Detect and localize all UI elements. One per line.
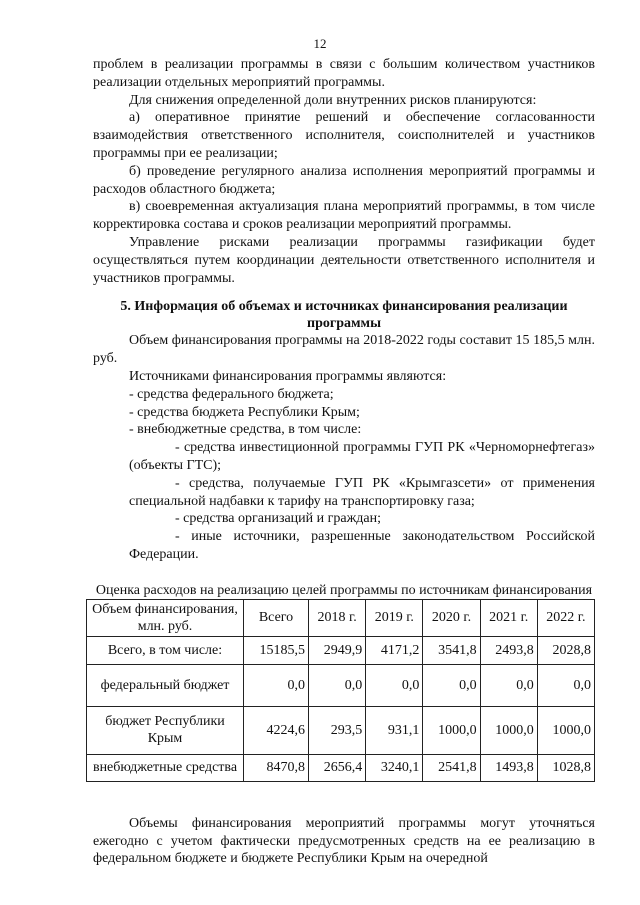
table-cell: 1493,8 xyxy=(480,754,537,781)
table-cell: 1000,0 xyxy=(537,706,594,754)
table-header-cell: 2019 г. xyxy=(366,599,423,636)
table-row xyxy=(87,754,595,781)
table-caption: Оценка расходов на реализацию целей программы по источникам финансирования xyxy=(95,582,593,598)
table-cell: 0,0 xyxy=(309,664,366,706)
table-header-cell: 2018 г. xyxy=(309,599,366,636)
paragraph-measure-a: а) оперативное принятие решений и обеспечение согласованности взаимодействия ответственного исполнителя, соисполнителей и участников программы при ее реализации; xyxy=(93,110,595,161)
table-row xyxy=(87,706,595,754)
table-header-cell: 2020 г. xyxy=(423,599,480,636)
list-item-sub-source: - иные источники, разрешенные законодательством Российской Федерации. xyxy=(129,529,595,562)
table-cell-label: внебюджетные средства xyxy=(87,754,244,781)
table-row xyxy=(87,636,595,664)
table-cell-label: федеральный бюджет xyxy=(87,664,244,706)
financing-table xyxy=(86,599,595,782)
list-item-sub-source: - средства, получаемые ГУП РК «Крымгазсети» от применения специальной надбавки к тарифу на транспортировку газа; xyxy=(129,475,595,509)
table-cell: 0,0 xyxy=(480,664,537,706)
paragraph-financing-volume: Объем финансирования программы на 2018-2022 годы составит 15 185,5 млн. руб. xyxy=(93,333,595,367)
paragraph-risks-continuation: проблем в реализации программы в связи с большим количеством участников реализации отдельных мероприятий программы. xyxy=(93,57,595,90)
table-cell: 1028,8 xyxy=(537,754,594,781)
table-cell: 3541,8 xyxy=(423,636,480,664)
table-cell: 931,1 xyxy=(366,706,423,754)
table-header-cell: 2021 г. xyxy=(480,599,537,636)
table-row xyxy=(87,664,595,706)
list-item-source: - средства бюджета Республики Крым; xyxy=(129,404,360,420)
table-cell: 8470,8 xyxy=(244,754,309,781)
table-cell: 0,0 xyxy=(537,664,594,706)
table-cell: 1000,0 xyxy=(423,706,480,754)
section-heading: 5. Информация об объемах и источниках финансирования реализации программы xyxy=(120,299,568,332)
table-cell: 2949,9 xyxy=(309,636,366,664)
table-cell: 0,0 xyxy=(423,664,480,706)
list-item-sub-source: - средства инвестиционной программы ГУП РК «Черноморнефтегаз» (объекты ГТС); xyxy=(129,440,595,473)
list-item-source: - внебюджетные средства, в том числе: xyxy=(129,422,362,438)
table-cell: 2028,8 xyxy=(537,636,594,664)
table-header-cell: Объем финансирования, млн. руб. xyxy=(87,599,244,636)
table-cell: 2541,8 xyxy=(423,754,480,781)
table-cell-label: бюджет Республики Крым xyxy=(87,706,244,754)
table-cell: 293,5 xyxy=(309,706,366,754)
paragraph-measure-c: в) своевременная актуализация плана мероприятий программы, в том числе корректировка состава и сроков реализации мероприятий программы. xyxy=(93,199,595,233)
list-item-source: - средства федерального бюджета; xyxy=(129,386,334,402)
paragraph-closing: Объемы финансирования мероприятий программы могут уточняться ежегодно с учетом фактически предусмотренных средств на ее реализацию в федеральном бюджете и бюджете Республики Крым на очередной xyxy=(93,815,595,867)
list-item-sub-source: - средства организаций и граждан; xyxy=(175,511,382,527)
table-cell: 2493,8 xyxy=(480,636,537,664)
table-cell: 0,0 xyxy=(244,664,309,706)
paragraph-internal-risks-intro: Для снижения определенной доли внутренних рисков планируются: xyxy=(129,92,537,108)
paragraph-sources-intro: Источниками финансирования программы являются: xyxy=(129,368,447,384)
document-body xyxy=(93,56,595,868)
table-cell: 15185,5 xyxy=(244,636,309,664)
table-header-cell: Всего xyxy=(244,599,309,636)
table-header-row xyxy=(87,599,595,636)
table-cell-label: Всего, в том числе: xyxy=(87,636,244,664)
table-cell: 4171,2 xyxy=(366,636,423,664)
table-cell: 1000,0 xyxy=(480,706,537,754)
table-header-cell: 2022 г. xyxy=(537,599,594,636)
paragraph-risk-management: Управление рисками реализации программы газификации будет осуществляться путем координации деятельности ответственного исполнителя и участников программы. xyxy=(93,234,595,286)
table-cell: 0,0 xyxy=(366,664,423,706)
paragraph-measure-b: б) проведение регулярного анализа исполнения мероприятий программы и расходов областного бюджета; xyxy=(93,163,595,197)
table-cell: 2656,4 xyxy=(309,754,366,781)
table-cell: 3240,1 xyxy=(366,754,423,781)
table-cell: 4224,6 xyxy=(244,706,309,754)
page-number: 12 xyxy=(313,36,327,51)
